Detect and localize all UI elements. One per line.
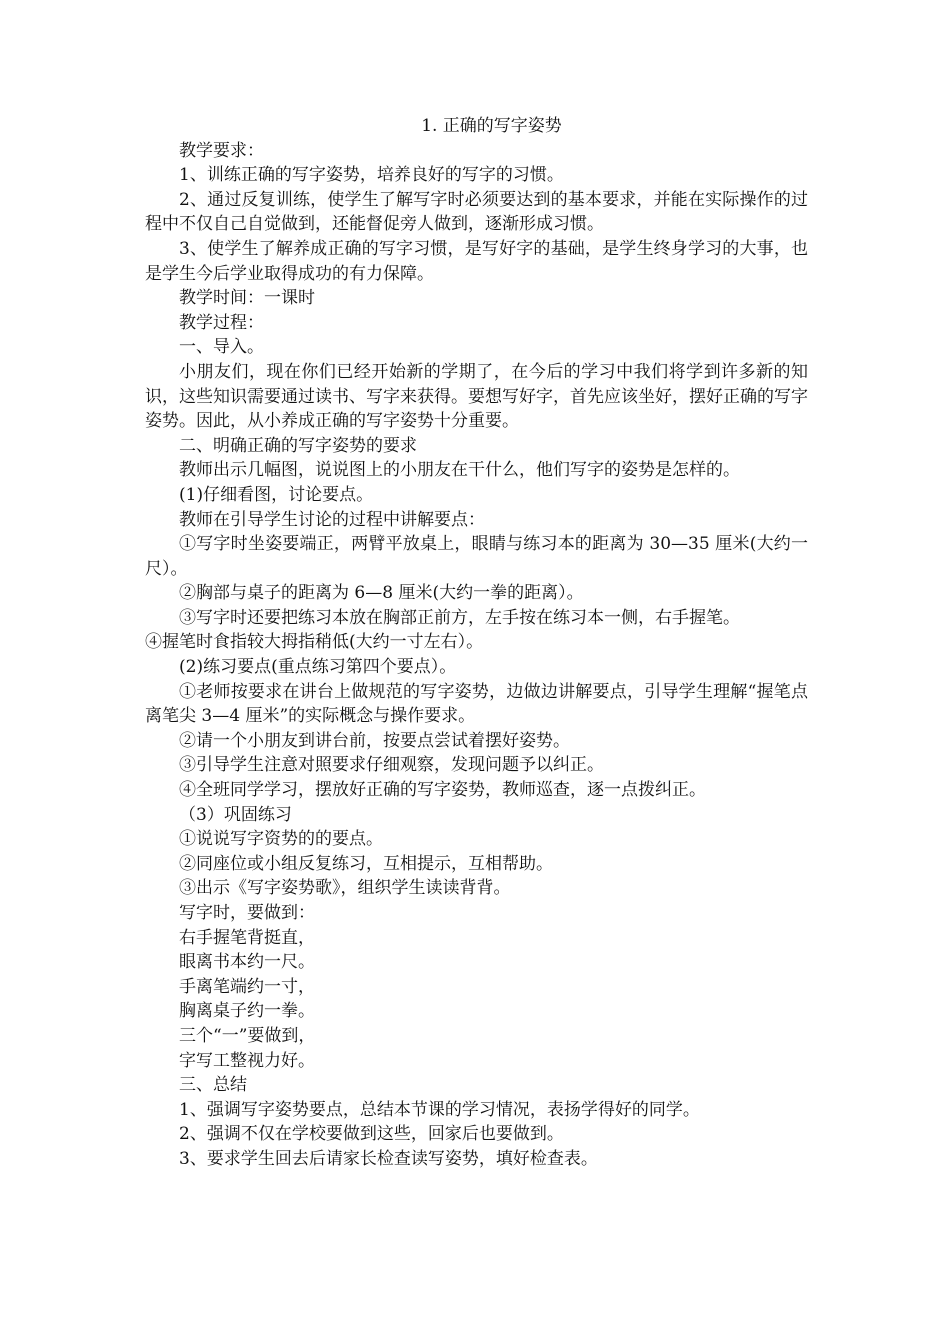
paragraph: ②胸部与桌子的距离为 6—8 厘米(大约一拳的距离）。: [179, 583, 584, 604]
paragraph: （3）巩固练习: [179, 804, 292, 825]
paragraph: ①写字时坐姿要端正，两臂平放桌上，眼睛与练习本的距离为 30—35 厘米(大约一尺）。: [145, 534, 808, 579]
paragraph: 右手握笔背挺直，: [179, 927, 315, 948]
paragraph: ②同座位或小组反复练习，互相提示，互相帮助。: [179, 853, 553, 874]
paragraph: ①老师按要求在讲台上做规范的写字姿势，边做边讲解要点，引导学生理解“握笔点离笔尖 3—4 厘米”的实际概念与操作要求。: [145, 681, 808, 727]
paragraph: 一、导入。: [179, 337, 264, 358]
paragraph: 二、明确正确的写字姿势的要求: [179, 435, 417, 456]
paragraph: 2、通过反复训练，使学生了解写字时必须要达到的基本要求，并能在实际操作的过程中不仅自己自觉做到，还能督促旁人做到，逐渐形成习惯。: [145, 189, 808, 235]
paragraph: ④握笔时食指较大拇指稍低(大约一寸左右）。: [145, 632, 484, 653]
paragraph: 三、总结: [179, 1075, 247, 1096]
paragraph: (1)仔细看图，讨论要点。: [179, 484, 374, 505]
paragraph: ①说说写字资势的的要点。: [179, 829, 383, 850]
paragraph: 1、强调写字姿势要点，总结本节课的学习情况，表扬学得好的同学。: [179, 1099, 700, 1120]
document-page: [145, 114, 808, 1172]
paragraph: ③引导学生注意对照要求仔细观察，发现问题予以纠正。: [179, 755, 604, 776]
paragraph: 教学时间：一课时: [179, 288, 315, 309]
paragraph: 1、训练正确的写字姿势，培养良好的写字的习惯。: [179, 165, 564, 186]
paragraph: ②请一个小朋友到讲台前，按要点尝试着摆好姿势。: [179, 730, 570, 751]
paragraph: 教学要求：: [179, 140, 264, 161]
paragraph: ③写字时还要把练习本放在胸部正前方，左手按在练习本一侧，右手握笔。: [179, 607, 740, 628]
document-title: 1. 正确的写字姿势: [421, 116, 562, 136]
paragraph: 眼离书本约一尺。: [179, 952, 315, 973]
paragraph: 胸离桌子约一拳。: [179, 1001, 315, 1022]
paragraph: ③出示《写字姿势歌》，组织学生读读背背。: [179, 878, 511, 899]
paragraph: 2、强调不仅在学校要做到这些，回家后也要做到。: [179, 1124, 564, 1145]
paragraph: 写字时，要做到：: [179, 903, 315, 923]
document-body: [145, 139, 808, 1172]
paragraph: 小朋友们，现在你们已经开始新的学期了，在今后的学习中我们将学到许多新的知识，这些知识需要通过读书、写字来获得。要想写好字，首先应该坐好，摆好正确的写字姿势。因此，从小养成正确的写字姿势十分重要。: [145, 361, 808, 432]
paragraph: 教学过程：: [179, 312, 264, 333]
paragraph: 教师在引导学生讨论的过程中讲解要点：: [179, 509, 485, 530]
paragraph: 3、要求学生回去后请家长检查读写姿势，填好检查表。: [179, 1148, 598, 1169]
paragraph: 3、使学生了解养成正确的写字习惯，是写好字的基础，是学生终身学习的大事，也是学生今后学业取得成功的有力保障。: [145, 238, 808, 284]
paragraph: 教师出示几幅图，说说图上的小朋友在干什么，他们写字的姿势是怎样的。: [179, 460, 740, 481]
paragraph: ④全班同学学习，摆放好正确的写字姿势，教师巡查，逐一点拨纠正。: [179, 780, 706, 801]
paragraph: 手离笔端约一寸，: [179, 976, 315, 997]
paragraph: 字写工整视力好。: [179, 1050, 315, 1071]
paragraph: 三个“一”要做到，: [179, 1025, 316, 1046]
paragraph: (2)练习要点(重点练习第四个要点）。: [179, 657, 457, 678]
